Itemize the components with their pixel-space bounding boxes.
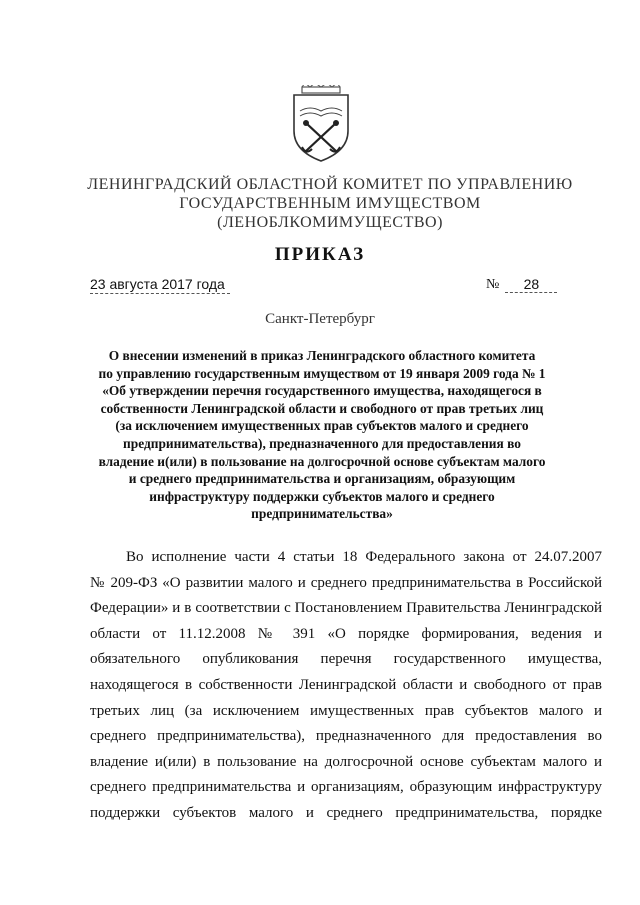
org-name-line-1: ЛЕНИНГРАДСКИЙ ОБЛАСТНОЙ КОМИТЕТ ПО УПРАВЛЕНИЮ <box>87 176 573 193</box>
body-line: среднего предпринимательства и организациям, образующим инфраструктуру <box>90 779 602 796</box>
subject-line: (за исключением имущественных прав субъектов малого и среднего <box>115 418 529 434</box>
subject-line: О внесении изменений в приказ Ленинградского областного комитета <box>108 348 536 363</box>
coat-of-arms-icon <box>290 85 352 163</box>
body-line: Во исполнение части 4 статьи 18 Федерального закона от 24.07.2007 <box>126 549 602 565</box>
subject-line: предпринимательства), предназначенного для предоставления во <box>123 435 521 451</box>
body-line: № 209-ФЗ «О развитии малого и среднего предпринимательства в Российской <box>90 574 602 591</box>
document-type-title: ПРИКАЗ <box>274 244 366 265</box>
body-line: среднего предпринимательства), предназначенного для предоставления во <box>90 728 602 745</box>
subject-line: инфраструктуру поддержки субъектов малого и среднего <box>149 488 495 504</box>
body-line: третьих лиц (за исключением имущественных прав субъектов малого и <box>90 702 602 719</box>
body-line: владение и(или) в пользование на долгосрочной основе субъектам малого и <box>90 753 602 770</box>
order-number: 28 <box>505 276 557 293</box>
body-line: Федерации» и в соответствии с Постановлением Правительства Ленинградской <box>90 600 602 617</box>
order-date: 23 августа 2017 года <box>90 276 230 294</box>
order-subject <box>92 347 552 523</box>
body-line: обязательного опубликования перечня государственного имущества, <box>90 651 602 668</box>
subject-line: «Об утверждении перечня государственного имущества, находящегося в <box>102 383 542 399</box>
body-line: поддержки субъектов малого и среднего предпринимательства, порядке <box>90 804 602 821</box>
order-number-block <box>486 276 557 293</box>
subject-line: собственности Ленинградской области и свободного от прав третьих лиц <box>100 400 544 416</box>
order-body <box>90 545 602 827</box>
subject-line: по управлению государственным имуществом от 19 января 2009 года № 1 <box>98 365 546 381</box>
city-name: Санкт-Петербург <box>265 311 375 327</box>
body-line: области от 11.12.2008 № 391 «О порядке формирования, ведения и <box>90 625 602 642</box>
number-sign: № <box>486 277 500 292</box>
body-line: находящегося в собственности Ленинградской области и свободного от прав <box>90 676 602 693</box>
org-abbreviation: (ЛЕНОБЛКОМИМУЩЕСТВО) <box>217 214 443 231</box>
org-name-line-2: ГОСУДАРСТВЕННЫМ ИМУЩЕСТВОМ <box>179 195 481 212</box>
subject-line: владение и(или) в пользование на долгосрочной основе субъектам малого <box>98 453 546 469</box>
subject-line: предпринимательства» <box>251 506 393 522</box>
subject-line: и среднего предпринимательства и организациям, образующим <box>128 471 516 487</box>
